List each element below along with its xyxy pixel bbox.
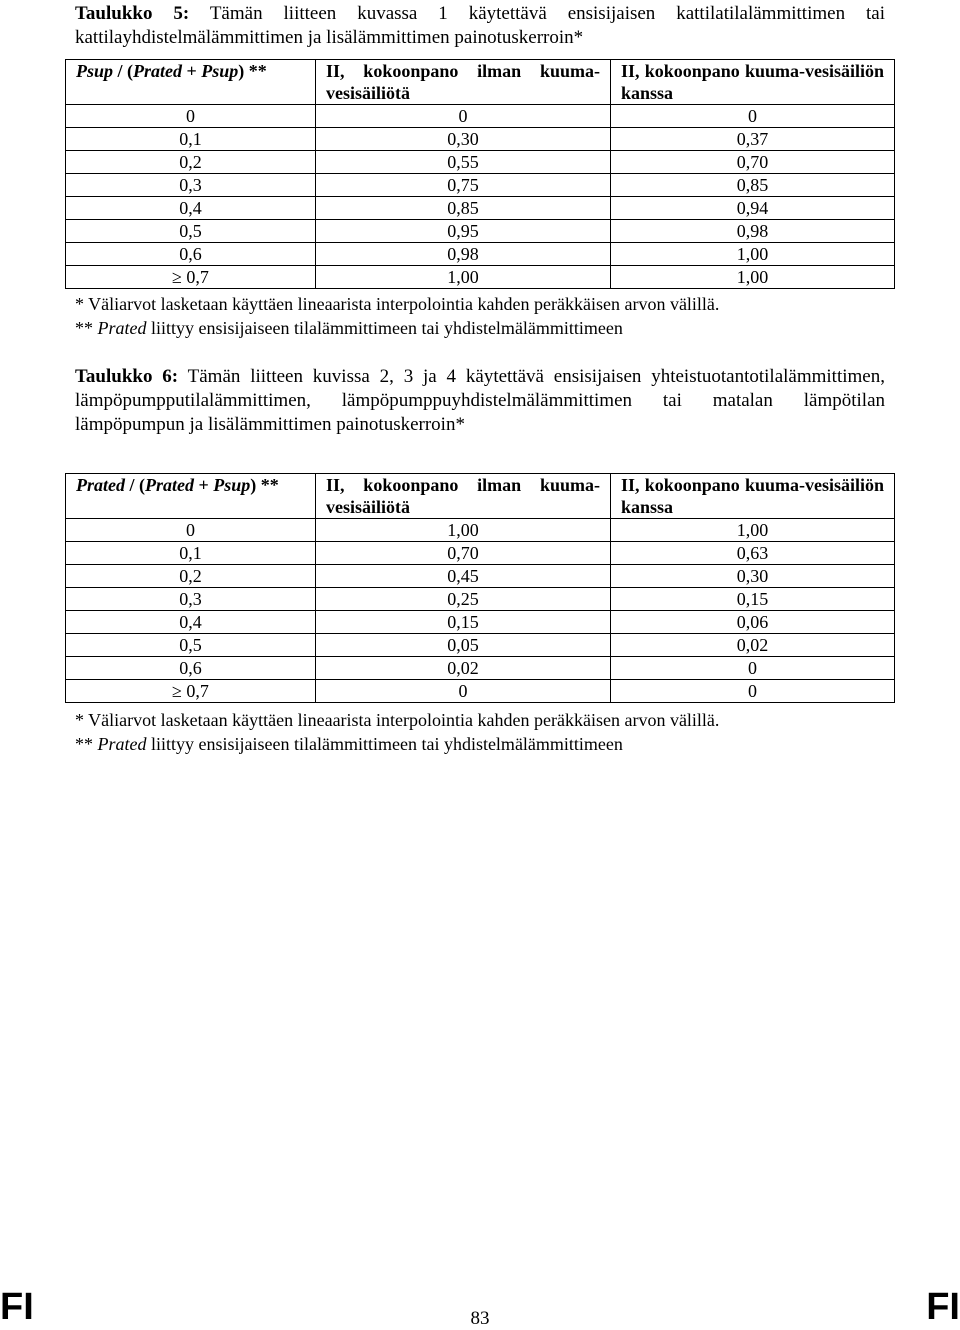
table5-note-rest: liittyy ensisijaiseen tilalämmittimeen tai yhdistelmälämmittimeen: [146, 318, 623, 338]
table5-header-col1-prated: Prated: [133, 61, 183, 81]
table6-header-col1-sep1: / (: [125, 475, 145, 495]
table6: [65, 473, 895, 703]
table-cell: ≥ 0,7: [66, 266, 316, 289]
table-cell: 0,94: [611, 197, 895, 220]
table-cell: 0,3: [66, 588, 316, 611]
table-cell: 1,00: [611, 266, 895, 289]
table-cell: 0: [316, 105, 611, 128]
table-cell: 0: [316, 680, 611, 703]
table-row: [66, 220, 895, 243]
table5-note-interpolation: * Väliarvot lasketaan käyttäen lineaarista interpolointia kahden peräkkäisen arvon välillä.: [75, 294, 720, 314]
table-cell: 0,75: [316, 174, 611, 197]
table-row: [66, 680, 895, 703]
table-row: [66, 174, 895, 197]
table-cell: 0,85: [316, 197, 611, 220]
table-cell: 0,55: [316, 151, 611, 174]
table5-header-col3: II, kokoonpano kuuma-vesisäiliön kanssa: [611, 60, 895, 105]
table6-header-col1-prated2: Prated: [145, 475, 194, 495]
table5-header-col1-plus: +: [182, 61, 202, 81]
table-cell: 0,6: [66, 243, 316, 266]
table-row: [66, 519, 895, 542]
table-cell: 0,15: [611, 588, 895, 611]
table-row: [66, 611, 895, 634]
table-cell: 0: [611, 680, 895, 703]
table-cell: 0,30: [316, 128, 611, 151]
table6-body: [66, 519, 895, 703]
table-row: [66, 266, 895, 289]
table-cell: 1,00: [316, 266, 611, 289]
table-cell: 0,02: [611, 634, 895, 657]
table-row: [66, 243, 895, 266]
table-cell: 0,4: [66, 197, 316, 220]
table5-header-col1-psup: Psup: [76, 61, 114, 81]
table6-caption-label: Taulukko 6:: [75, 366, 179, 387]
table6-notes: [75, 708, 905, 756]
table-row: [66, 128, 895, 151]
table-cell: 0,2: [66, 151, 316, 174]
table5-body: [66, 105, 895, 289]
table6-header-col1-plus: +: [194, 475, 214, 495]
table-cell: 0,2: [66, 565, 316, 588]
table-cell: 0,63: [611, 542, 895, 565]
table-cell: 0: [66, 105, 316, 128]
table-cell: 0,3: [66, 174, 316, 197]
table-cell: 0,95: [316, 220, 611, 243]
table5-notes: [75, 292, 905, 340]
table-row: [66, 634, 895, 657]
table-cell: 0,25: [316, 588, 611, 611]
table-cell: 0,02: [316, 657, 611, 680]
table-row: [66, 105, 895, 128]
table5-header-col2: II, kokoonpano ilman kuuma-vesisäiliötä: [316, 60, 611, 105]
footer-language-right: FI: [926, 1286, 960, 1328]
table5-note-prated-term: Prated: [97, 318, 147, 338]
table-row: [66, 542, 895, 565]
table5-header-col1-psup2: Psup: [201, 61, 239, 81]
table-row: [66, 151, 895, 174]
table5-header-row: [66, 60, 895, 105]
table-cell: 0,37: [611, 128, 895, 151]
table5-header-col1-sep1: / (: [113, 61, 134, 81]
footer-language-left: FI: [0, 1286, 34, 1328]
table6-note-prated: [75, 732, 905, 756]
table-row: [66, 657, 895, 680]
table-cell: 1,00: [611, 243, 895, 266]
table-cell: 1,00: [611, 519, 895, 542]
table-cell: 0,15: [316, 611, 611, 634]
table-cell: 0,5: [66, 634, 316, 657]
table5-caption: [75, 2, 885, 50]
table-row: [66, 588, 895, 611]
table-row: [66, 197, 895, 220]
table5-header-col1-end: ) **: [238, 61, 267, 81]
table-row: [66, 565, 895, 588]
table5-note-prated: [75, 316, 905, 340]
table-cell: 0,06: [611, 611, 895, 634]
table-cell: 0,85: [611, 174, 895, 197]
table-cell: 0: [66, 519, 316, 542]
table-cell: 0,1: [66, 542, 316, 565]
table-cell: 1,00: [316, 519, 611, 542]
table-cell: 0,70: [611, 151, 895, 174]
table6-header-col1: [66, 474, 316, 519]
table-cell: 0,45: [316, 565, 611, 588]
table5-caption-label: Taulukko 5:: [75, 3, 190, 24]
table5: [65, 59, 895, 289]
table6-header-row: [66, 474, 895, 519]
table5-header-col1: [66, 60, 316, 105]
table6-header-col1-end: ) **: [250, 475, 279, 495]
table-cell: 0,98: [611, 220, 895, 243]
table6-header-col2: II, kokoonpano ilman kuuma-vesisäiliötä: [316, 474, 611, 519]
table6-note-rest: liittyy ensisijaiseen tilalämmittimeen tai yhdistelmälämmittimeen: [146, 734, 623, 754]
table6-header-col1-prated: Prated: [76, 475, 125, 495]
table-cell: 0,70: [316, 542, 611, 565]
table-cell: 0,30: [611, 565, 895, 588]
table-cell: 0: [611, 105, 895, 128]
table-cell: 0,05: [316, 634, 611, 657]
page-number: 83: [470, 1308, 490, 1329]
table6-header-col1-psup: Psup: [213, 475, 251, 495]
table-cell: 0,98: [316, 243, 611, 266]
table6-note-interpolation: * Väliarvot lasketaan käyttäen lineaarista interpolointia kahden peräkkäisen arvon välillä.: [75, 710, 720, 730]
table-cell: ≥ 0,7: [66, 680, 316, 703]
table-cell: 0,6: [66, 657, 316, 680]
table5-caption-text: Tämän liitteen kuvassa 1 käytettävä ensisijaisen kattilatilalämmittimen tai kattilayhdistelmälämmittimen ja lisälämmittimen painotuskerroin*: [75, 3, 885, 48]
table-cell: 0,1: [66, 128, 316, 151]
table6-caption-text: Tämän liitteen kuvissa 2, 3 ja 4 käytettävä ensisijaisen yhteistuotantotilalämmittimen, lämpöpumpputilalämmittimen, lämpöpumppuyhdistelmälämmittimen tai matalan lämpötilan lämpöpumpun ja lisälämmittimen painotuskerroin*: [75, 366, 885, 435]
table5-note-prefix: **: [75, 318, 98, 338]
table6-caption: [75, 365, 885, 437]
table-cell: 0,5: [66, 220, 316, 243]
table6-note-prefix: **: [75, 734, 98, 754]
table6-note-prated-term: Prated: [97, 734, 147, 754]
table-cell: 0,4: [66, 611, 316, 634]
table-cell: 0: [611, 657, 895, 680]
table6-header-col3: II, kokoonpano kuuma-vesisäiliön kanssa: [611, 474, 895, 519]
